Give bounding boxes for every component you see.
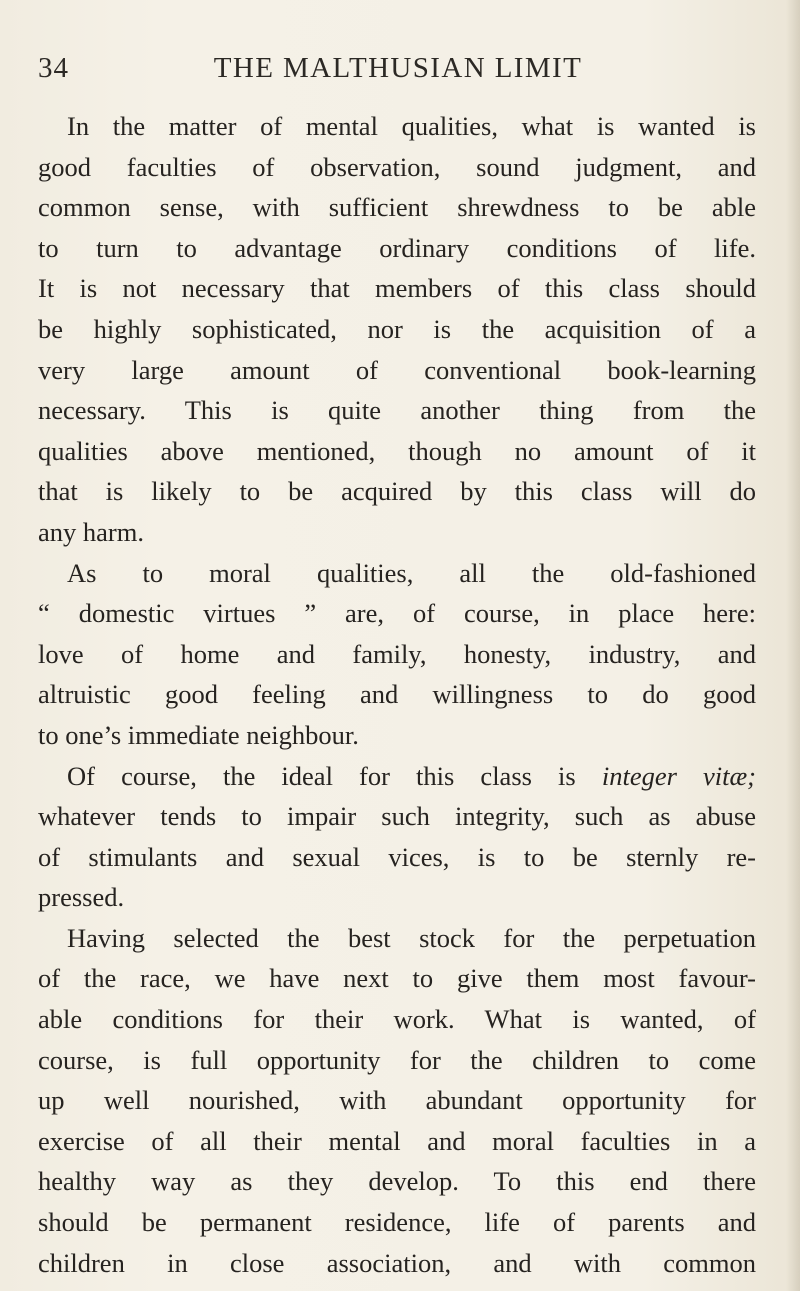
text-line: able conditions for their work. What is wanted, of (38, 1004, 756, 1035)
text-line: whatever tends to impair such integrity, such as abuse (38, 801, 756, 832)
text-line: up well nourished, with abundant opportunity for (38, 1085, 756, 1116)
text-line: to one’s immediate neighbour. (38, 719, 359, 750)
text-line: Having selected the best stock for the perpetuation (67, 922, 756, 953)
text-line: to turn to advantage ordinary conditions of life. (38, 232, 756, 263)
text-line: love of home and family, honesty, industry, and (38, 638, 756, 669)
text-run: Of course, the ideal for this class is (67, 760, 602, 791)
text-line: that is likely to be acquired by this class will do (38, 476, 756, 507)
page-edge-shadow (786, 0, 800, 1291)
text-line: be highly sophisticated, nor is the acquisition of a (38, 313, 756, 344)
text-line: altruistic good feeling and willingness to do good (38, 679, 756, 710)
running-title: THE MALTHUSIAN LIMIT (213, 52, 583, 84)
text-line: good faculties of observation, sound judgment, and (38, 151, 756, 182)
text-line: of stimulants and sexual vices, is to be sternly re- (38, 841, 756, 872)
page-number: 34 (38, 52, 69, 84)
text-line-with-italic (38, 756, 756, 797)
running-head (38, 52, 758, 96)
text-line: any harm. (38, 516, 144, 547)
text-line: course, is full opportunity for the children to come (38, 1044, 756, 1075)
text-line: of the race, we have next to give them most favour- (38, 963, 756, 994)
text-line: In the matter of mental qualities, what is wanted is (67, 111, 756, 141)
text-line: healthy way as they develop. To this end there (38, 1166, 756, 1197)
text-line: exercise of all their mental and moral faculties in a (38, 1125, 756, 1156)
text-line: As to moral qualities, all the old-fashioned (67, 557, 756, 588)
text-line: pressed. (38, 882, 125, 913)
text-line: children in close association, and with common (38, 1247, 756, 1278)
text-line: should be permanent residence, life of parents and (38, 1207, 756, 1238)
body-text (38, 106, 756, 1283)
text-line: It is not necessary that members of this class should (38, 273, 756, 304)
text-line: qualities above mentioned, though no amount of it (38, 435, 756, 466)
italic-phrase: integer vitæ; (601, 760, 756, 791)
text-line: common sense, with sufficient shrewdness to be able (38, 192, 756, 223)
text-line: “ domestic virtues ” are, of course, in place here: (38, 598, 756, 629)
text-line: very large amount of conventional book-learning (38, 354, 756, 385)
text-line: necessary. This is quite another thing from the (38, 395, 756, 426)
